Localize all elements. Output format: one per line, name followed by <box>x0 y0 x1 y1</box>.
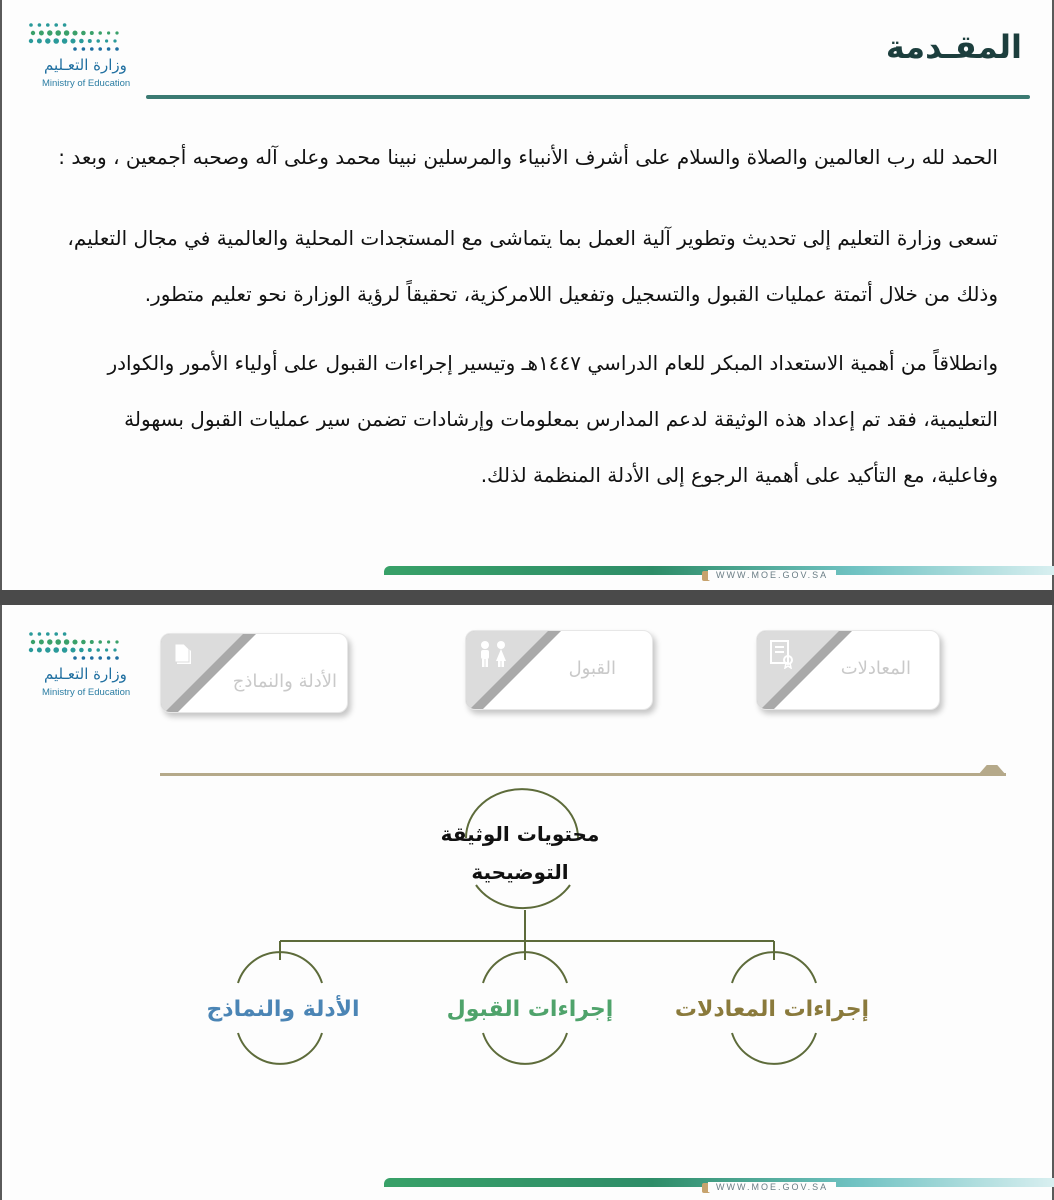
branch-equivalency-procedures: إجراءات المعادلات <box>674 997 870 1022</box>
paragraph-line: وانطلاقاً من أهمية الاستعداد المبكر للعام الدراسي ١٤٤٧هـ وتيسير إجراءات القبول على أولياء الأمور والكوادر <box>107 351 998 375</box>
paragraph-line: التعليمية، فقد تم إعداد هذه الوثيقة لدعم المدارس بمعلومات وإرشادات تضمن سير عمليات القبول بسهولة <box>124 407 998 431</box>
center-title-line: محتويات الوثيقة <box>440 822 600 846</box>
logo-dot <box>55 30 61 36</box>
card-label: القبول <box>568 658 616 679</box>
logo-dot <box>62 38 68 44</box>
title-divider <box>146 95 1030 99</box>
logo-arabic-text: وزارة التعـليم <box>44 665 127 683</box>
branch-guides-and-forms: الأدلة والنماذج <box>206 997 360 1022</box>
logo-dot <box>72 30 77 35</box>
logo-dot <box>96 39 100 43</box>
logo-dot <box>46 23 50 27</box>
card-label: المعادلات <box>840 658 911 679</box>
logo-dot <box>64 30 70 36</box>
tree-diagram <box>0 605 1054 1200</box>
slide-contents <box>0 605 1054 1200</box>
slide-left-border <box>0 0 2 590</box>
logo-english-text: Ministry of Education <box>42 687 131 698</box>
logo-dot <box>115 47 119 51</box>
branch-admission-procedures: إجراءات القبول <box>446 997 614 1022</box>
logo-dot <box>90 47 94 51</box>
logo-english-text: Ministry of Education <box>42 78 131 89</box>
logo-dot <box>29 39 33 43</box>
logo-dot <box>98 31 102 35</box>
ministry-logo <box>26 20 146 100</box>
logo-dot <box>29 23 33 27</box>
logo-dot <box>90 31 94 35</box>
card-label: الأدلة والنماذج <box>232 671 337 692</box>
logo-dot <box>73 47 77 51</box>
paragraph-line: تسعى وزارة التعليم إلى تحديث وتطوير آلية العمل بما يتماشى مع المستجدات المحلية والعالمية في مجال التعليم، <box>67 226 998 250</box>
logo-dot <box>70 38 75 43</box>
logo-dot <box>107 47 111 51</box>
logo-arabic-text: وزارة التعـليم <box>44 56 127 74</box>
logo-dot <box>88 39 92 43</box>
logo-dot <box>37 39 42 44</box>
slide-footer <box>384 1178 1054 1198</box>
logo-dot <box>47 30 52 35</box>
logo-dot <box>107 31 110 34</box>
logo-dot <box>81 31 86 36</box>
page-title: المقـدمة <box>885 28 1022 66</box>
logo-dot <box>31 31 35 35</box>
diagram-center-title <box>440 815 600 891</box>
slide-introduction <box>0 0 1054 590</box>
logo-dot <box>79 39 84 44</box>
footer-url: WWW.MOE.GOV.SA <box>708 1182 836 1192</box>
footer-url: WWW.MOE.GOV.SA <box>708 570 836 580</box>
paragraph-line: وفاعلية، مع التأكيد على أهمية الرجوع إلى الأدلة المنظمة لذلك. <box>480 463 998 487</box>
logo-dot <box>98 47 102 51</box>
paragraph-line: الحمد لله رب العالمين والصلاة والسلام على أشرف الأنبياء والمرسلين نبينا محمد وعلى آله وصحبه أجمعين ، وبعد : <box>58 145 998 169</box>
logo-dot <box>53 38 59 44</box>
logo-dot <box>105 39 108 42</box>
logo-dot <box>39 31 44 36</box>
slide-footer <box>384 566 1054 586</box>
logo-dots-icon <box>26 20 126 56</box>
logo-dot <box>115 31 118 34</box>
logo-dot <box>63 23 67 27</box>
paragraph-greeting <box>38 140 998 174</box>
logo-dot <box>54 23 58 27</box>
logo-dot <box>45 38 50 43</box>
logo-dot <box>38 23 42 27</box>
center-title-line: التوضيحية <box>471 860 569 884</box>
paragraph-context <box>38 335 998 503</box>
paragraph-line: وذلك من خلال أتمتة عمليات القبول والتسجيل وتفعيل اللامركزية، تحقيقاً لرؤية الوزارة نحو تعليم متطور. <box>144 282 998 306</box>
logo-dot <box>82 47 86 51</box>
logo-dot <box>113 39 116 42</box>
paragraph-purpose <box>38 210 998 322</box>
